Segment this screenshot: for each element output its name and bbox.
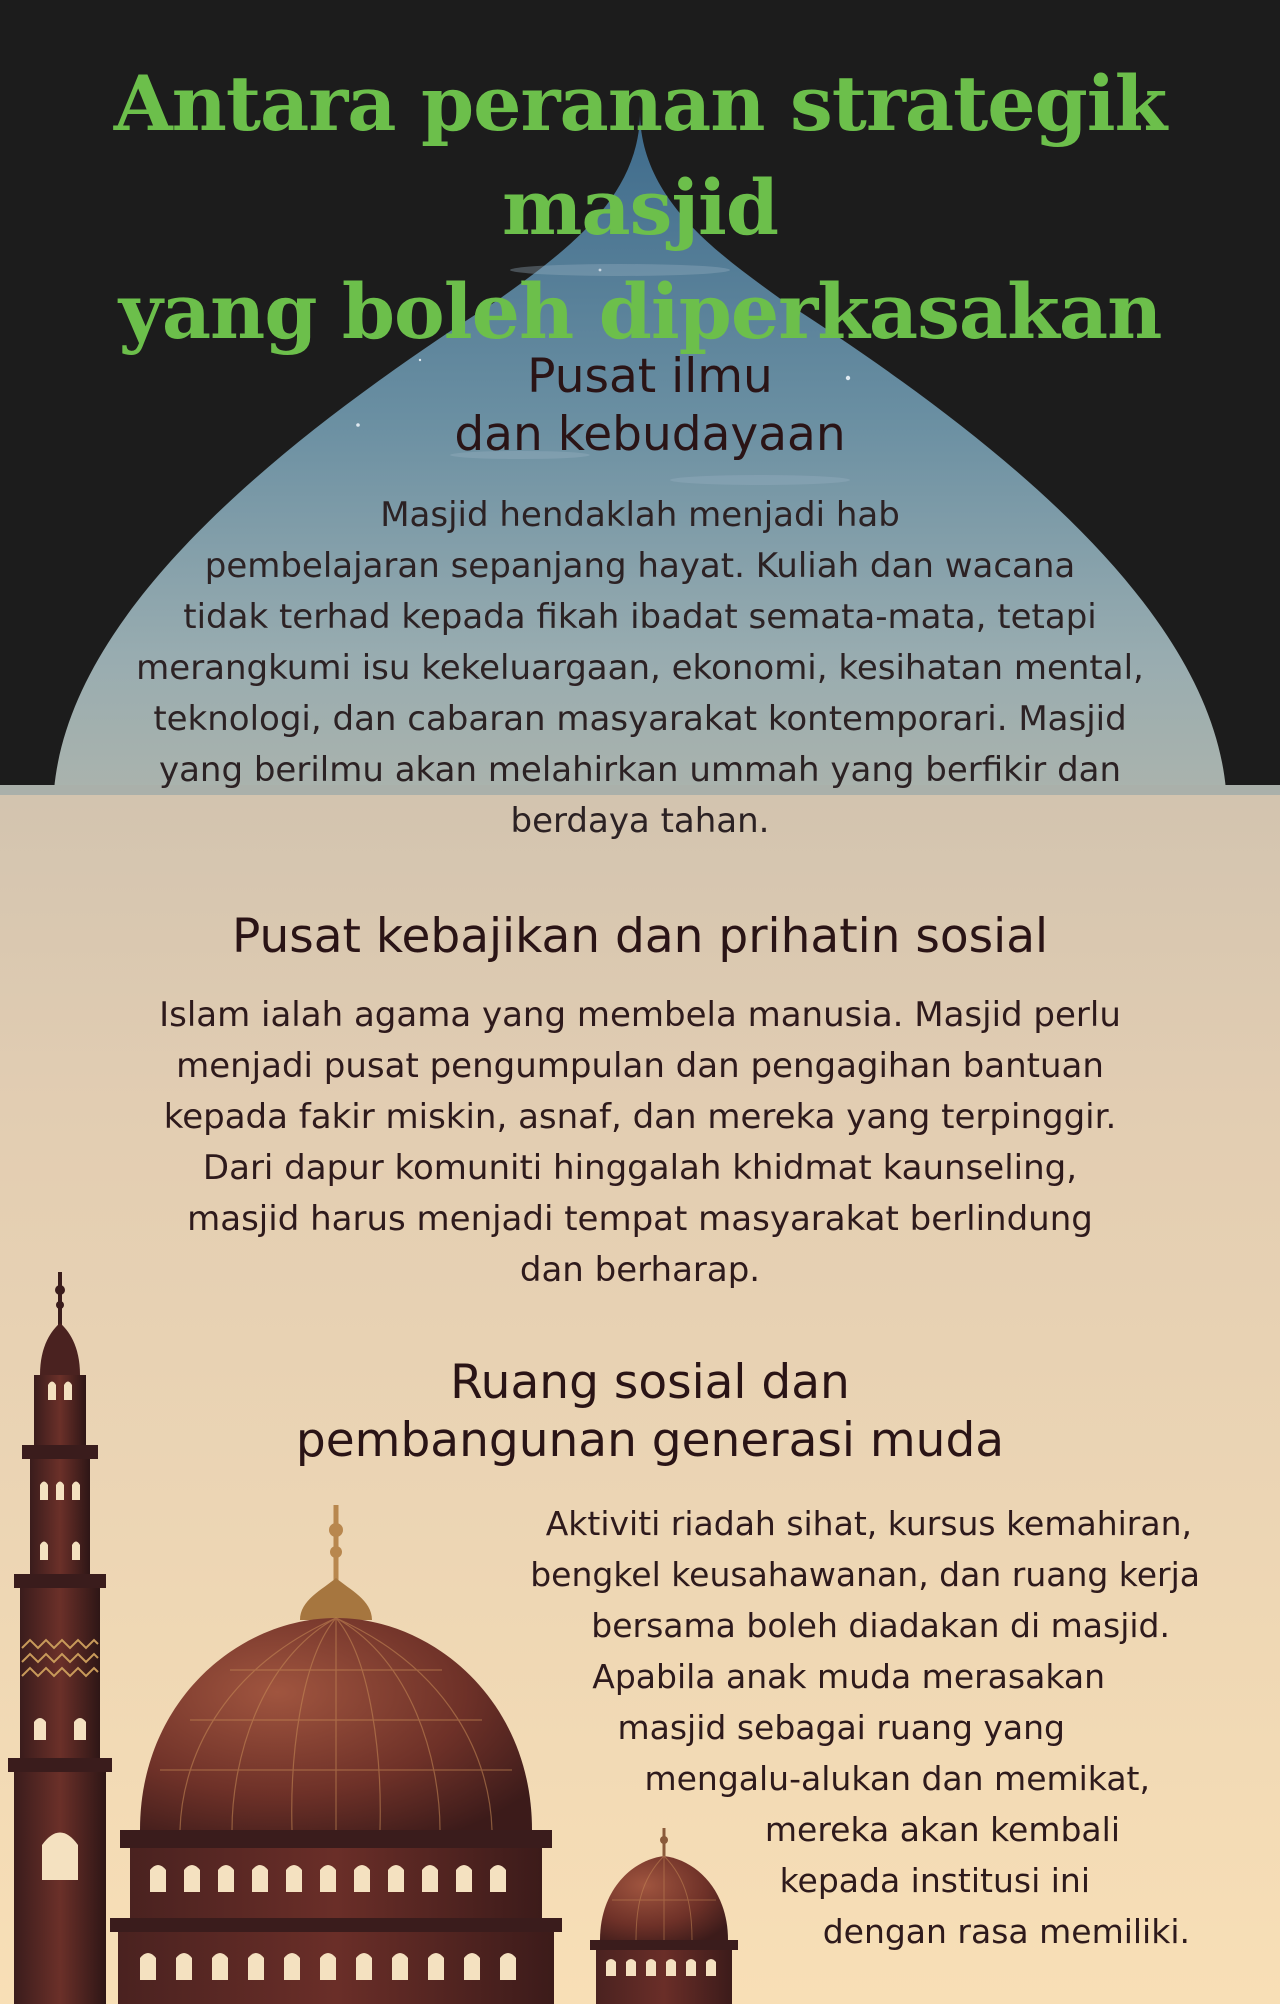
body-line: bengkel keusahawanan, dan ruang kerja [530,1555,1200,1594]
body-line: mereka akan kembali [764,1810,1120,1849]
section-heading-pusat-ilmu [340,348,960,464]
body-line: teknologi, dan cabaran masyarakat kontemporari. Masjid [153,699,1127,739]
section-heading-pusat-kebajikan [100,908,1180,966]
body-line: Masjid hendaklah menjadi hab [380,495,900,535]
heading-line: Pusat ilmu [527,349,773,404]
body-line: berdaya tahan. [510,801,770,841]
heading-line: Ruang sosial dan [450,1355,850,1410]
body-line: masjid harus menjadi tempat masyarakat berlindung [187,1199,1093,1239]
section-body-pusat-ilmu [60,490,1220,847]
body-line: tidak terhad kepada fikah ibadat semata-mata, tetapi [183,597,1097,637]
title-line: yang boleh diperkasakan [118,267,1162,356]
page-title [0,52,1280,364]
heading-line: dan kebudayaan [454,407,846,462]
body-line: dengan rasa memiliki. [822,1912,1190,1951]
body-line: merangkumi isu kekeluargaan, ekonomi, kesihatan mental, [136,648,1144,688]
body-line: kepada institusi ini [779,1861,1090,1900]
body-line: Dari dapur komuniti hinggalah khidmat kaunseling, [202,1148,1078,1188]
body-line: Aktiviti riadah sihat, kursus kemahiran, [545,1504,1192,1543]
body-line: mengalu-alukan dan memikat, [644,1759,1150,1798]
section-body-ruang-sosial [400,1498,1210,1957]
body-line: dan berharap. [519,1250,761,1290]
section-heading-ruang-sosial [240,1354,1060,1470]
body-line: menjadi pusat pengumpulan dan pengagihan bantuan [176,1046,1104,1086]
body-line: Apabila anak muda merasakan [592,1657,1105,1696]
body-line: bersama boleh diadakan di masjid. [591,1606,1170,1645]
body-line: pembelajaran sepanjang hayat. Kuliah dan wacana [204,546,1076,586]
section-body-pusat-kebajikan [80,990,1200,1296]
body-line: kepada fakir miskin, asnaf, dan mereka yang terpinggir. [163,1097,1117,1137]
heading-line: pembangunan generasi muda [295,1413,1005,1468]
body-line: yang berilmu akan melahirkan ummah yang berfikir dan [158,750,1122,790]
body-line: masjid sebagai ruang yang [617,1708,1065,1747]
body-line: Islam ialah agama yang membela manusia. Masjid perlu [159,995,1121,1035]
heading-line: Pusat kebajikan dan prihatin sosial [231,909,1049,964]
title-line: Antara peranan strategik masjid [113,59,1167,252]
